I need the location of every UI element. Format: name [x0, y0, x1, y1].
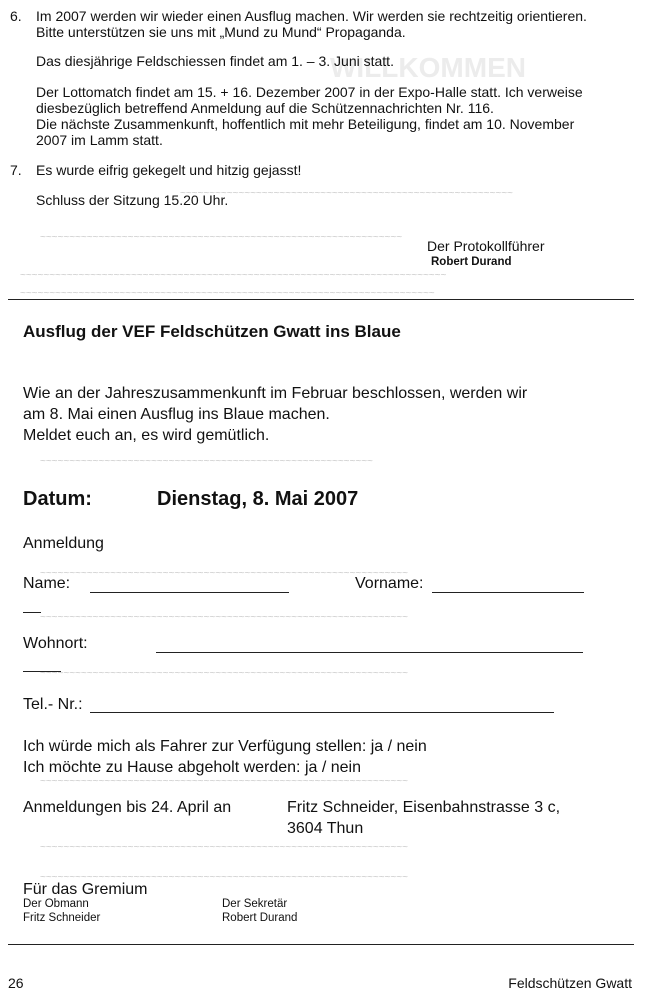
driver-question: Ich würde mich als Fahrer zur Verfügung stellen: ja / nein	[23, 738, 427, 755]
committee-label: Für das Gremium	[23, 881, 148, 898]
residence-label: Wohnort:	[23, 635, 88, 652]
intro-line-3: Meldet euch an, es wird gemütlich.	[23, 427, 270, 444]
registration-heading: Anmeldung	[23, 535, 104, 552]
lotto-line-3: Die nächste Zusammenkunft, hoffentlich mit mehr Beteiligung, findet am 10. November	[36, 116, 575, 132]
club-name: Feldschützen Gwatt	[508, 975, 632, 991]
residence-field-continuation	[23, 671, 61, 672]
lotto-line-2: diesbezüglich betreffend Anmeldung auf die Schützennachrichten Nr. 116.	[36, 100, 494, 116]
contact-line-2: 3604 Thun	[287, 820, 364, 837]
secretary-role: Der Sekretär	[222, 898, 288, 910]
footer-divider	[8, 944, 634, 945]
protocol-writer-name: Robert Durand	[431, 256, 512, 268]
date-label: Datum:	[23, 488, 92, 510]
page-number: 26	[8, 975, 24, 991]
chair-role: Der Obmann	[23, 898, 89, 910]
pickup-question: Ich möchte zu Hause abgeholt werden: ja / nein	[23, 759, 361, 776]
excursion-title: Ausflug der VEF Feldschützen Gwatt ins Blaue	[23, 322, 401, 341]
firstname-label: Vorname:	[355, 575, 424, 592]
item-7-text: Es wurde eifrig gekegelt und hitzig gejasst!	[36, 162, 302, 178]
name-field[interactable]	[90, 592, 289, 593]
contact-line-1: Fritz Schneider, Eisenbahnstrasse 3 c,	[287, 799, 561, 816]
name-label: Name:	[23, 575, 71, 592]
secretary-name: Robert Durand	[222, 912, 298, 924]
residence-field[interactable]	[156, 652, 583, 653]
closing-note: Schluss der Sitzung 15.20 Uhr.	[36, 192, 229, 208]
name-field-continuation	[23, 612, 41, 613]
feldschiessen-note: Das diesjährige Feldschiessen findet am 1. – 3. Juni statt.	[36, 53, 394, 69]
phone-field[interactable]	[90, 712, 554, 713]
item-7-number: 7.	[10, 162, 22, 178]
intro-line-2: am 8. Mai einen Ausflug ins Blaue machen.	[23, 406, 330, 423]
phone-label: Tel.- Nr.:	[23, 696, 83, 713]
section-divider	[8, 299, 634, 300]
firstname-field[interactable]	[432, 592, 584, 593]
intro-line-1: Wie an der Jahreszusammenkunft im Februar beschlossen, werden wir	[23, 385, 528, 402]
chair-name: Fritz Schneider	[23, 912, 101, 924]
lotto-line-4: 2007 im Lamm statt.	[36, 132, 163, 148]
item-6-number: 6.	[10, 8, 22, 24]
item-6-line-1: Im 2007 werden wir wieder einen Ausflug machen. Wir werden sie rechtzeitig orientieren.	[36, 8, 587, 24]
registration-deadline: Anmeldungen bis 24. April an	[23, 799, 232, 816]
lotto-line-1: Der Lottomatch findet am 15. + 16. Dezember 2007 in der Expo-Halle statt. Ich verweise	[36, 84, 583, 100]
item-6-line-2: Bitte unterstützen sie uns mit „Mund zu Mund“ Propaganda.	[36, 24, 406, 40]
date-value: Dienstag, 8. Mai 2007	[157, 488, 359, 510]
protocol-writer-role: Der Protokollführer	[427, 238, 545, 254]
